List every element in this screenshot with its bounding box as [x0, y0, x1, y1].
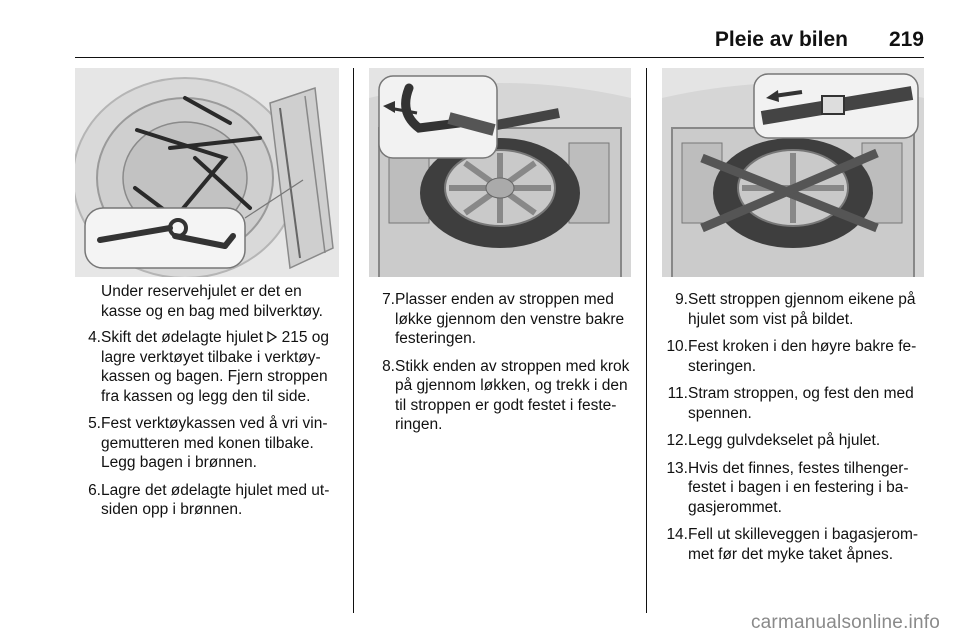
page-header: [0, 0, 960, 58]
item-number: 7.: [382, 291, 395, 308]
item-text: Hvis det finnes, festes tilhengerfestet i bagen i en festering i bagasjerommet.: [688, 459, 909, 516]
item-number: 12.: [666, 432, 688, 449]
column-divider-right: [646, 68, 647, 613]
instruction-list-1: [75, 328, 339, 520]
item-number: 13.: [666, 459, 688, 477]
item-text: Fest kroken i den høyre bakre festeringen.: [688, 338, 917, 375]
item-text: Lagre det ødelagte hjulet med utsiden opp i brønnen.: [101, 481, 330, 518]
list-item: [662, 431, 928, 451]
item-number: 11.: [667, 385, 688, 402]
column-divider-left: [353, 68, 354, 613]
instruction-list-3: [662, 290, 928, 564]
item-number: 6.: [88, 481, 101, 499]
item-text: Stram stroppen, og fest den med spennen.: [688, 385, 914, 422]
item-text: Stikk enden av stroppen med krok på gjennom løkken, og trekk i den til stroppen er godt festet i festeringen.: [395, 357, 630, 433]
item-text: Sett stroppen gjennom eikene på hjulet som vist på bildet.: [688, 291, 916, 328]
reference-arrow-icon[interactable]: [267, 331, 277, 343]
item-text: Fest verktøykassen ved å vri vingemutteren med konen tilbake. Legg bagen i brønnen.: [101, 415, 328, 471]
figure-strap-through-spokes: [662, 68, 924, 277]
item-number: 14.: [666, 526, 688, 543]
page-reference-link[interactable]: 215 og lagre verktøyet tilbake i verktøykassen og bagen. Fjern stroppen fra kassen og legg den til side.: [101, 329, 330, 405]
page-number: 219: [888, 28, 924, 51]
instruction-list-2: [369, 290, 633, 435]
list-item: [75, 481, 339, 520]
item-number: 9.: [675, 291, 688, 308]
list-item: [369, 290, 633, 349]
list-item: [662, 337, 928, 376]
item-number: 10.: [666, 338, 688, 355]
list-item: [662, 290, 928, 329]
item-number: 8.: [382, 357, 395, 375]
item-number: 5.: [88, 415, 101, 432]
list-item: [75, 328, 339, 406]
item-text: Legg gulvdekselet på hjulet.: [688, 432, 881, 449]
watermark: carmanualsonline.info: [750, 612, 940, 633]
item-text: Fell ut skilleveggen i bagasjerommet før det myke taket åpnes.: [688, 526, 919, 563]
list-item: [662, 525, 928, 564]
item-text-part: Skift det ødelagte hjulet: [101, 329, 268, 346]
page-title: Pleie av bilen: [714, 28, 848, 51]
figure-strap-through-loop: [369, 68, 631, 277]
list-item: [662, 459, 928, 518]
list-item: [369, 357, 633, 435]
header-divider: [75, 57, 924, 58]
column-2: [369, 290, 633, 443]
column-3: [662, 290, 928, 572]
item-text: [101, 328, 339, 406]
item-text: Plasser enden av stroppen med løkke gjennom den venstre bakre festeringen.: [395, 291, 625, 347]
item-number: 4.: [88, 329, 101, 346]
list-item: [75, 414, 339, 473]
list-item: [662, 384, 928, 423]
column-1: [75, 282, 339, 528]
intro-paragraph: Under reservehjulet er det en kasse og en bag med bilverktøy.: [101, 283, 323, 320]
figure-spare-wheel-tools: [75, 68, 339, 277]
